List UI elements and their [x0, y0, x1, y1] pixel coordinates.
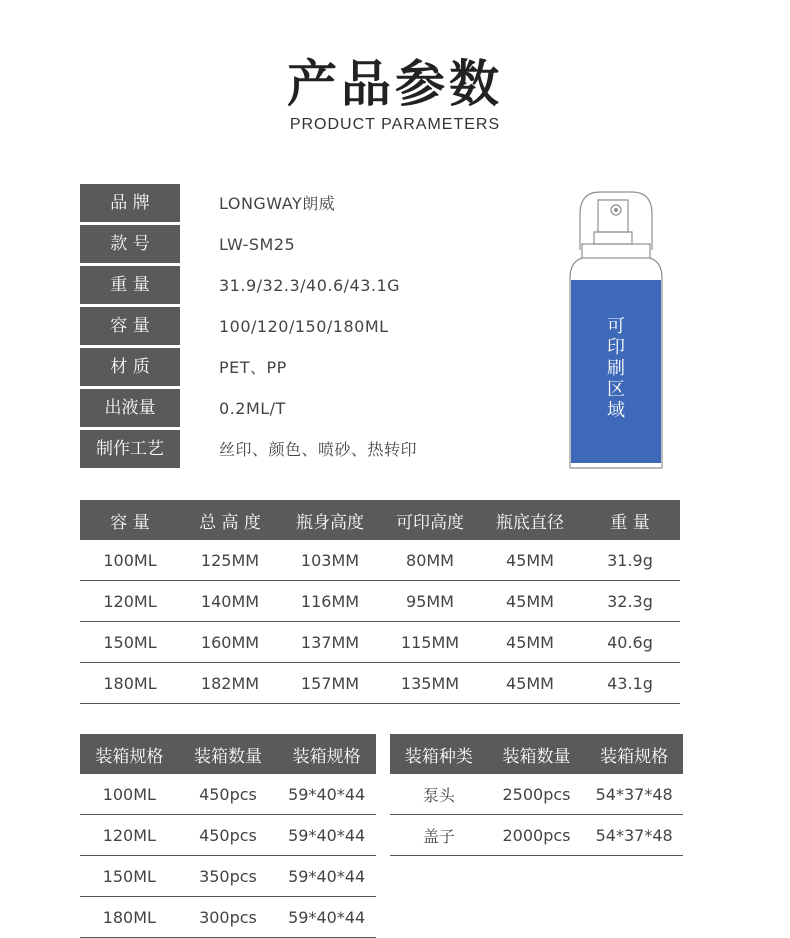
spec-row-model — [80, 225, 550, 263]
table-cell: 100ML — [80, 540, 180, 581]
spec-row-brand — [80, 184, 550, 222]
spec-row-material — [80, 348, 550, 386]
table-cell: 100ML — [80, 774, 179, 815]
spec-label: 制作工艺 — [80, 430, 180, 468]
spec-value: LONGWAY朗威 — [219, 194, 336, 213]
table-cell: 盖子 — [390, 815, 488, 856]
print-area-label: 可 印 刷 区 域 — [607, 316, 625, 421]
spec-row-weight — [80, 266, 550, 304]
spec-value: 100/120/150/180ML — [219, 317, 389, 336]
table-cell: 45MM — [480, 622, 580, 663]
table-cell: 43.1g — [580, 663, 680, 704]
table-row — [80, 622, 680, 663]
spec-label: 出液量 — [80, 389, 180, 427]
table-cell: 103MM — [280, 540, 380, 581]
table-header-row — [390, 734, 683, 774]
table-row — [80, 540, 680, 581]
table-cell: 180ML — [80, 663, 180, 704]
column-header: 容 量 — [80, 500, 180, 540]
table-cell: 2500pcs — [488, 774, 586, 815]
table-cell: 120ML — [80, 581, 180, 622]
page-title: 产品参数 — [287, 55, 503, 113]
table-cell: 135MM — [380, 663, 480, 704]
table-cell: 300pcs — [179, 897, 278, 938]
column-header: 装箱规格 — [585, 734, 683, 774]
spec-value: PET、PP — [219, 358, 287, 377]
column-header: 瓶身高度 — [280, 500, 380, 540]
column-header: 瓶底直径 — [480, 500, 580, 540]
table-cell: 150ML — [80, 856, 179, 897]
table-cell: 59*40*44 — [277, 774, 376, 815]
table-cell: 45MM — [480, 540, 580, 581]
table-cell: 95MM — [380, 581, 480, 622]
spec-row-process — [80, 430, 550, 468]
table-row — [80, 663, 680, 704]
table-header-row — [80, 734, 376, 774]
table-row — [80, 815, 376, 856]
column-header: 装箱种类 — [390, 734, 488, 774]
table-cell: 120ML — [80, 815, 179, 856]
table-cell: 115MM — [380, 622, 480, 663]
table-cell: 160MM — [180, 622, 280, 663]
page-subtitle: PRODUCT PARAMETERS — [289, 116, 501, 133]
spec-label: 材 质 — [80, 348, 180, 386]
table-cell: 80MM — [380, 540, 480, 581]
table-cell: 40.6g — [580, 622, 680, 663]
packing-table — [80, 734, 376, 938]
spec-label: 款 号 — [80, 225, 180, 263]
column-header: 装箱规格 — [277, 734, 376, 774]
spec-label: 容 量 — [80, 307, 180, 345]
table-cell: 125MM — [180, 540, 280, 581]
table-cell: 350pcs — [179, 856, 278, 897]
table-cell: 45MM — [480, 581, 580, 622]
table-cell: 31.9g — [580, 540, 680, 581]
table-cell: 450pcs — [179, 815, 278, 856]
spec-value: 0.2ML/T — [219, 399, 286, 418]
table-cell: 182MM — [180, 663, 280, 704]
table-cell: 32.3g — [580, 581, 680, 622]
spec-label: 重 量 — [80, 266, 180, 304]
table-cell: 59*40*44 — [277, 856, 376, 897]
column-header: 重 量 — [580, 500, 680, 540]
table-cell: 泵头 — [390, 774, 488, 815]
table-cell: 140MM — [180, 581, 280, 622]
table-row — [390, 774, 683, 815]
dimensions-table — [80, 500, 680, 704]
spec-label: 品 牌 — [80, 184, 180, 222]
table-cell: 54*37*48 — [585, 815, 683, 856]
table-row — [80, 897, 376, 938]
spec-value: 31.9/32.3/40.6/43.1G — [219, 276, 401, 295]
table-row — [390, 815, 683, 856]
table-cell: 116MM — [280, 581, 380, 622]
column-header: 装箱数量 — [488, 734, 586, 774]
table-cell: 59*40*44 — [277, 815, 376, 856]
table-header-row — [80, 500, 680, 540]
column-header: 装箱数量 — [179, 734, 278, 774]
table-cell: 45MM — [480, 663, 580, 704]
table-cell: 137MM — [280, 622, 380, 663]
spec-row-capacity — [80, 307, 550, 345]
accessory-packing-table — [390, 734, 683, 856]
table-row — [80, 581, 680, 622]
table-row — [80, 774, 376, 815]
column-header: 总 高 度 — [180, 500, 280, 540]
table-cell: 157MM — [280, 663, 380, 704]
table-cell: 150ML — [80, 622, 180, 663]
table-cell: 2000pcs — [488, 815, 586, 856]
bottle-illustration — [566, 188, 666, 472]
table-cell: 59*40*44 — [277, 897, 376, 938]
table-cell: 54*37*48 — [585, 774, 683, 815]
spec-row-output — [80, 389, 550, 427]
column-header: 可印高度 — [380, 500, 480, 540]
table-cell: 450pcs — [179, 774, 278, 815]
table-row — [80, 856, 376, 897]
spec-value: 丝印、颜色、喷砂、热转印 — [219, 440, 418, 459]
spec-list — [80, 184, 550, 471]
column-header: 装箱规格 — [80, 734, 179, 774]
table-cell: 180ML — [80, 897, 179, 938]
spec-value: LW-SM25 — [219, 235, 296, 254]
